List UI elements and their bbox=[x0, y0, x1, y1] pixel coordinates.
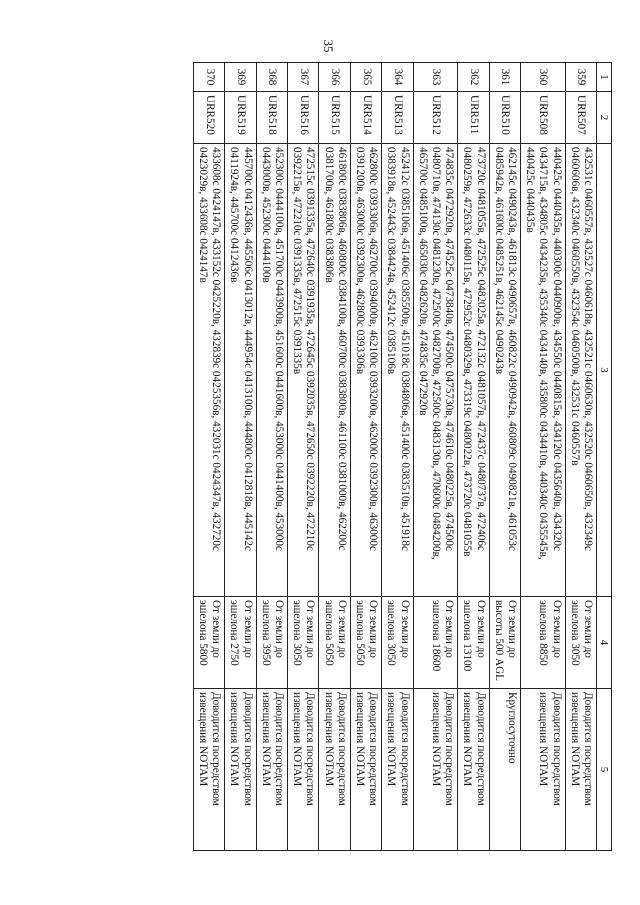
zone-coordinates: 462800с 0393306в, 462700с 0394000в, 462100с 0393200в, 462000с 0392300в, 463000с 0391200в, 463000с 0392300в, 462800с 0393306в bbox=[350, 144, 381, 597]
zone-code: URR514 bbox=[350, 92, 381, 144]
zone-note: Доводится посредством извещения NOTAM bbox=[382, 689, 413, 851]
airspace-table-rotated bbox=[72, 62, 612, 850]
row-number: 370 bbox=[193, 63, 224, 92]
zone-note: Доводится посредством извещения NOTAM bbox=[319, 689, 350, 851]
zone-coordinates: 445700с 0412436в, 445506с 0413012в, 444954с 0413100в, 444800с 0412818в, 445142с 0411924в, 445700с 0412436в bbox=[225, 144, 256, 597]
zone-note: Доводится посредством извещения NOTAM bbox=[350, 689, 381, 851]
zone-code: URR516 bbox=[287, 92, 318, 144]
zone-code: URR515 bbox=[319, 92, 350, 144]
zone-altitude: От земли до эшелона 5050 bbox=[319, 597, 350, 689]
zone-altitude: От земли до эшелона 8850 bbox=[520, 597, 565, 689]
zone-note: Доводится посредством извещения NOTAM bbox=[193, 689, 224, 851]
table-row bbox=[287, 63, 318, 851]
table-row bbox=[319, 63, 350, 851]
zone-altitude: От земли до эшелона 3950 bbox=[256, 597, 287, 689]
zone-coordinates: 472515с 0391335в, 472640с 0391935в, 472645с 0392035в, 472650с 0392220в, 472210с 0392215в, 472210с 0391335в, 472515с 0391335в bbox=[287, 144, 318, 597]
page-number: 35 bbox=[321, 39, 336, 53]
zone-code: URR510 bbox=[489, 92, 520, 144]
zone-note: Доводится посредством извещения NOTAM bbox=[225, 689, 256, 851]
zone-altitude: От земли до эшелона 5800 bbox=[193, 597, 224, 689]
header-col-5: 5 bbox=[597, 689, 612, 851]
zone-coordinates: 474835с 0472920в, 474525с 0473840в, 474500с 0475730в, 474610с 0480225в, 474500с 0480710в, 474130с 0481230в, 472500с 0482700в, 472500с 0483130в, 470600с 0484200в, 465700с 0485100в, 465030с 0482620в, 474835с 0472920в bbox=[413, 144, 458, 597]
zone-altitude: От земли до высоты 500 AGL bbox=[489, 597, 520, 689]
zone-note: Доводится посредством извещения NOTAM bbox=[287, 689, 318, 851]
zone-note: Доводится посредством извещения NOTAM bbox=[565, 689, 596, 851]
zone-altitude: От земли до эшелона 18600 bbox=[413, 597, 458, 689]
airspace-table bbox=[193, 62, 612, 851]
zone-coordinates: 452412с 0385106в, 451406с 0385500в, 451018с 0384806в, 451400с 0383510в, 451918с 0383918в, 452443с 0384424в, 452412с 0385106в bbox=[382, 144, 413, 597]
row-number: 366 bbox=[319, 63, 350, 92]
zone-code: URR508 bbox=[520, 92, 565, 144]
table-row bbox=[458, 63, 489, 851]
header-col-2: 2 bbox=[597, 92, 612, 144]
table-row bbox=[225, 63, 256, 851]
zone-code: URR513 bbox=[382, 92, 413, 144]
zone-code: URR511 bbox=[458, 92, 489, 144]
row-number: 359 bbox=[565, 63, 596, 92]
zone-coordinates: 461800с 0383806в, 460800с 0384100в, 460700с 0383800в, 461100с 0381000в, 462200с 0381700в, 461800с 0383806в bbox=[319, 144, 350, 597]
row-number: 360 bbox=[520, 63, 565, 92]
header-col-3: 3 bbox=[597, 144, 612, 597]
zone-coordinates: 432531с 0460557в, 432527с 0460618в, 432521с 0460630в, 432520с 0460650в, 432349с 0460606в, 432340с 0460550в, 432354с 0460500в, 432531с 0460557в bbox=[565, 144, 596, 597]
table-row bbox=[565, 63, 596, 851]
row-number: 368 bbox=[256, 63, 287, 92]
table-row bbox=[193, 63, 224, 851]
table-row bbox=[350, 63, 381, 851]
zone-coordinates: 433608с 0424147в, 433152с 0425220в, 432839с 0425356в, 432031с 0424347в, 432720с 0423029в, 433608с 0424147в bbox=[193, 144, 224, 597]
zone-coordinates: 462145с 0490243в, 461813с 0490657в, 460822с 0490942в, 460809с 0490821в, 461053с 0485942в, 461600с 0485251в, 462145с 0490243в bbox=[489, 144, 520, 597]
table-row bbox=[520, 63, 565, 851]
zone-altitude: От земли до эшелона 3050 bbox=[382, 597, 413, 689]
header-row bbox=[597, 63, 612, 851]
zone-altitude: От земли до эшелона 2750 bbox=[225, 597, 256, 689]
header-col-1: 1 bbox=[597, 63, 612, 92]
zone-code: URR519 bbox=[225, 92, 256, 144]
row-number: 367 bbox=[287, 63, 318, 92]
zone-note: Доводится посредством извещения NOTAM bbox=[520, 689, 565, 851]
zone-coordinates: 452300с 0444100в, 451700с 0443900в, 451600с 0441600в, 453000с 0441400в, 453000с 0443000в, 452300с 0444100в bbox=[256, 144, 287, 597]
zone-code: URR512 bbox=[413, 92, 458, 144]
zone-altitude: От земли до эшелона 5050 bbox=[350, 597, 381, 689]
zone-note: Доводится посредством извещения NOTAM bbox=[458, 689, 489, 851]
row-number: 363 bbox=[413, 63, 458, 92]
row-number: 361 bbox=[489, 63, 520, 92]
table-row bbox=[382, 63, 413, 851]
zone-code: URR520 bbox=[193, 92, 224, 144]
zone-altitude: От земли до эшелона 3050 bbox=[565, 597, 596, 689]
header-col-4: 4 bbox=[597, 597, 612, 689]
row-number: 362 bbox=[458, 63, 489, 92]
row-number: 365 bbox=[350, 63, 381, 92]
table-row bbox=[256, 63, 287, 851]
rotated-table-container bbox=[72, 62, 612, 850]
zone-altitude: От земли до эшелона 3050 bbox=[287, 597, 318, 689]
table-row bbox=[489, 63, 520, 851]
zone-note: Доводится посредством извещения NOTAM bbox=[256, 689, 287, 851]
zone-coordinates: 440425с 0440435в, 440300с 0440900в, 434550с 0440815в, 434120с 0435640в, 434320с 0434715в, 434805с 0434235в, 435340с 0434140в, 435800с 0434410в, 440340с 0435545в, 440425с 0440435в bbox=[520, 144, 565, 597]
row-number: 369 bbox=[225, 63, 256, 92]
zone-code: URR518 bbox=[256, 92, 287, 144]
table-row bbox=[413, 63, 458, 851]
zone-note: Круглосуточно bbox=[489, 689, 520, 851]
row-number: 364 bbox=[382, 63, 413, 92]
zone-coordinates: 473720с 0481055в, 472525с 0482025в, 472132с 0481057в, 472437с 0480737в, 472406с 0480259в, 472633с 0480115в, 472952с 0480329в, 473319с 0480022в, 473720с 0481055в bbox=[458, 144, 489, 597]
zone-altitude: От земли до эшелона 13100 bbox=[458, 597, 489, 689]
zone-code: URR507 bbox=[565, 92, 596, 144]
zone-note: Доводится посредством извещения NOTAM bbox=[413, 689, 458, 851]
